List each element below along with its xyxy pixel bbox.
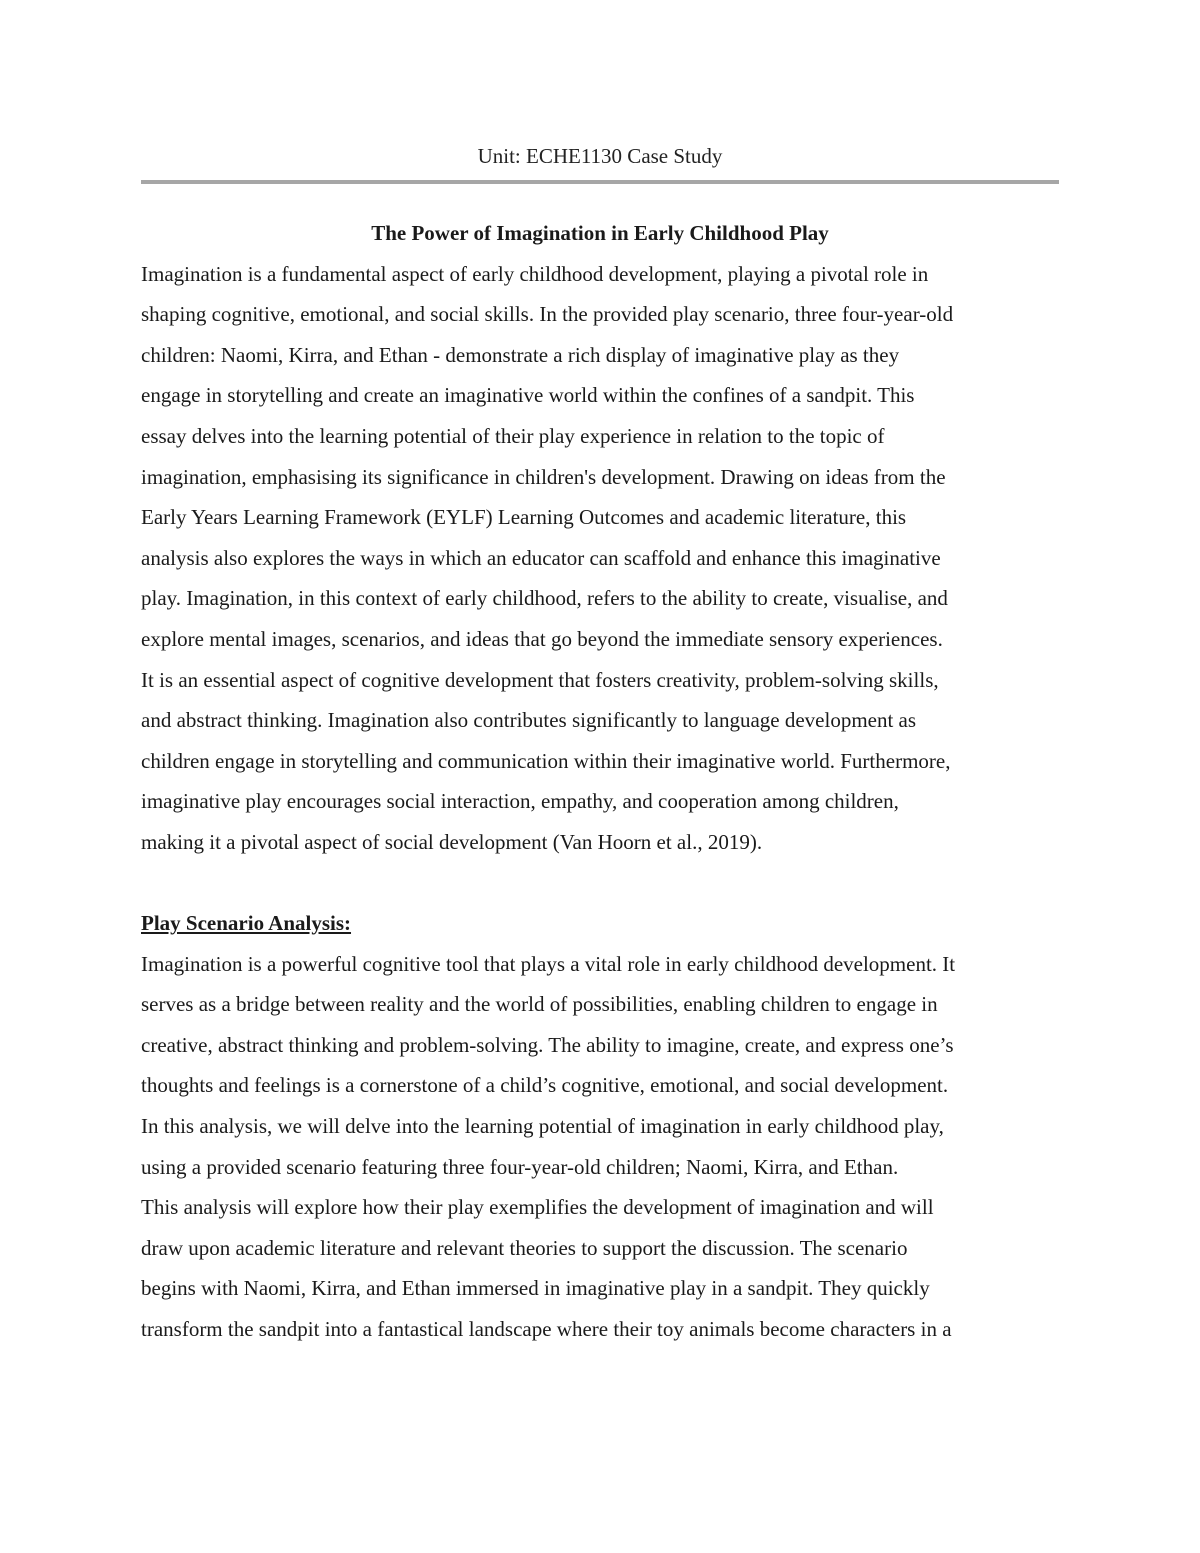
paragraph-line: making it a pivotal aspect of social development (Van Hoorn et al., 2019). — [141, 829, 763, 854]
section-heading: Play Scenario Analysis: — [141, 911, 352, 936]
paragraph-line: Imagination is a fundamental aspect of early childhood development, playing a pivotal role in — [141, 261, 929, 286]
paragraph-line: essay delves into the learning potential of their play experience in relation to the topic of — [141, 423, 885, 448]
paragraph-line: children engage in storytelling and communication within their imaginative world. Furthermore, — [141, 748, 951, 773]
paragraph-line: imaginative play encourages social interaction, empathy, and cooperation among children, — [141, 789, 899, 814]
document-title: The Power of Imagination in Early Childhood Play — [371, 221, 829, 245]
blank-line — [141, 863, 1059, 904]
document-body — [141, 213, 1059, 1350]
paragraph-line: Imagination is a powerful cognitive tool that plays a vital role in early childhood development. It — [141, 951, 956, 976]
intro-paragraph — [141, 254, 1059, 863]
paragraph-line: This analysis will explore how their play exemplifies the development of imagination and will — [141, 1195, 934, 1220]
paragraph-line: children: Naomi, Kirra, and Ethan - demonstrate a rich display of imaginative play as they — [141, 342, 900, 367]
paragraph-line: In this analysis, we will delve into the learning potential of imagination in early childhood play, — [141, 1114, 944, 1139]
paragraph-line: using a provided scenario featuring three four-year-old children; Naomi, Kirra, and Ethan. — [141, 1154, 899, 1179]
header-divider — [141, 180, 1059, 184]
paragraph-line: Early Years Learning Framework (EYLF) Learning Outcomes and academic literature, this — [141, 505, 907, 530]
paragraph-line: creative, abstract thinking and problem-solving. The ability to imagine, create, and express one’s — [141, 1032, 954, 1057]
paragraph-line: engage in storytelling and create an imaginative world within the confines of a sandpit. This — [141, 383, 915, 408]
page-header: Unit: ECHE1130 Case Study — [477, 144, 723, 168]
paragraph-line: It is an essential aspect of cognitive development that fosters creativity, problem-solving skills, — [141, 667, 939, 692]
paragraph-line: thoughts and feelings is a cornerstone of a child’s cognitive, emotional, and social development. — [141, 1073, 949, 1098]
paragraph-line: analysis also explores the ways in which an educator can scaffold and enhance this imaginative — [141, 545, 941, 570]
paragraph-line: serves as a bridge between reality and the world of possibilities, enabling children to engage in — [141, 992, 938, 1017]
analysis-paragraph — [141, 944, 1059, 1350]
paragraph-line: shaping cognitive, emotional, and social skills. In the provided play scenario, three four-year-old — [141, 302, 954, 327]
paragraph-line: play. Imagination, in this context of early childhood, refers to the ability to create, visualise, and — [141, 586, 948, 611]
paragraph-line: imagination, emphasising its significance in children's development. Drawing on ideas from the — [141, 464, 946, 489]
paragraph-line: begins with Naomi, Kirra, and Ethan immersed in imaginative play in a sandpit. They quickly — [141, 1276, 930, 1301]
paragraph-line: explore mental images, scenarios, and ideas that go beyond the immediate sensory experiences. — [141, 626, 943, 651]
paragraph-line: draw upon academic literature and relevant theories to support the discussion. The scenario — [141, 1235, 908, 1260]
paragraph-line: and abstract thinking. Imagination also contributes significantly to language development as — [141, 708, 917, 733]
paragraph-line: transform the sandpit into a fantastical landscape where their toy animals become characters in a — [141, 1317, 952, 1342]
